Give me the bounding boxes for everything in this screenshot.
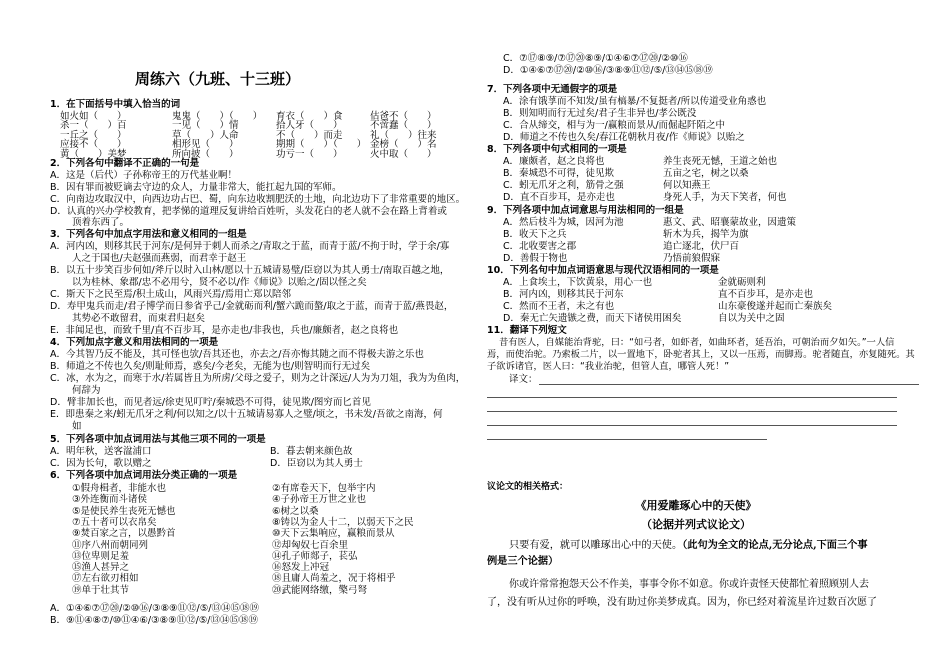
- question-3-stem: 3．下列各句中加点字用法和意义相同的一组是: [50, 229, 247, 240]
- question-4-option-cont: 如: [72, 421, 82, 432]
- question-3-option: E．非闻足也，而致千里/直不百步耳，是亦走也/非我也，兵也/廉颇者，赵之良将也: [50, 325, 399, 336]
- question-2-option: D．认真的兴办学校教育，把孝悌的道理反复讲给百姓听，头发花白的老人就不会在路上背着或: [50, 206, 447, 217]
- option-cell: 礼（ ）往来: [370, 129, 437, 141]
- question-5-stem: 5．下列各项中加点词用法与其他三项不同的一项是: [50, 434, 266, 445]
- option-cell: ③外连衡而斗诸侯: [72, 494, 148, 506]
- option-cell: ④子孙帝王万世之业也: [272, 494, 367, 506]
- option-cell: 所向披（ ）: [172, 148, 239, 160]
- option-cell: C．蚓无爪牙之利，筋骨之强: [503, 180, 624, 191]
- option-cell: 一见（ ）情: [172, 120, 239, 132]
- option-cell: 估爸不（ ）: [370, 111, 437, 122]
- question-7-option: D．师道之不传也久矣/春江花朝秋月夜/作《师说》以贻之: [503, 132, 745, 143]
- question-1-stem: 1．在下面括号中填入恰当的词: [50, 99, 181, 110]
- option-cell: D．秦无亡矢遗镞之费，而天下诸侯用困矣: [503, 313, 682, 324]
- question-3-option: B．以五十步笑百步何如/斧斤以时入山林/愿以十五城请易璧/臣窃以为其人勇士/南取百越之地，: [50, 265, 450, 276]
- question-6-option: A．①④⑥⑦⑰⑳/②⑩⑯/③⑧⑨⑪⑫/⑤/⑬⑭⑮⑱⑲: [50, 603, 259, 614]
- question-3-option: A．河内凶，则移其民于河东/是何异于刺人而杀之/青取之于蓝，而青于蓝/不拘于时，学于余/寡: [50, 241, 450, 252]
- option-cell: 惠文、武、昭襄蒙故业，因遗策: [663, 217, 797, 228]
- question-4-option: B．师道之不传也久矣/则耻师焉，惑矣/今老矣，无能为也/则智明而行无过矣: [50, 361, 371, 372]
- translation-label: 译文：: [509, 374, 538, 385]
- question-5-option: D．臣窃以为其人勇士: [270, 458, 363, 469]
- option-cell: 拾人牙（ ）: [276, 120, 343, 132]
- answer-line[interactable]: [487, 411, 897, 412]
- question-11-stem: 11．翻译下列短文: [487, 325, 567, 336]
- option-cell: C．北收要害之郡: [503, 241, 577, 252]
- option-cell: 不（ ）而走: [276, 129, 343, 141]
- option-cell: ⑦五十者可以衣帛矣: [72, 516, 157, 528]
- question-3-option: D．寿甲鬼兵而走/君子博学而日参省乎己/金就砺而利/蟹六跪而螯/取之于蓝，而青于蓝/燕畏赵，: [50, 301, 454, 312]
- option-cell: 五亩之宅，树之以桑: [663, 168, 749, 179]
- answer-line[interactable]: [487, 439, 767, 440]
- option-cell: A．上食埃土，下饮黄泉，用心一也: [503, 277, 652, 288]
- question-3-option-cont: 以为桂林、象郡/忠不必用兮，贤不必以/作《师说》以贻之/固以怪之矣: [72, 277, 367, 288]
- option-cell: 直不百步耳，是亦走也: [718, 289, 814, 300]
- question-4-option-cont: 何辞为: [72, 385, 101, 396]
- option-cell: D．直不百步耳，是亦走也: [503, 192, 615, 203]
- option-cell: ⑫却匈奴七百余里: [272, 539, 349, 551]
- option-cell: 相形见（ ）: [172, 139, 239, 151]
- option-cell: ②有席卷天下，包举宇内: [272, 483, 376, 494]
- option-cell: 何以知燕王: [663, 180, 711, 191]
- essay-title: 《用爱雕琢心中的天使》: [635, 499, 757, 512]
- essay-annotation: （此句为全文的论点,无分论点,下面三个事: [682, 539, 868, 551]
- answer-line[interactable]: [539, 384, 919, 385]
- option-cell: ⑨焚百家之言，以愚黔首: [72, 528, 176, 540]
- option-cell: 鬼鬼（ ）（ ）: [172, 111, 263, 122]
- page-title: 周练六（九班、十三班）: [135, 70, 301, 88]
- option-cell: 期期（ ）（ ）: [276, 139, 367, 151]
- option-cell: 育衣（ ）食: [276, 111, 343, 122]
- question-10-stem: 10．下列名句中加点词语意思与现代汉语相同的一项是: [487, 265, 719, 276]
- question-4-stem: 4．下列加点字意义和用法相同的一项是: [50, 337, 219, 348]
- option-cell: ⑰左右欲刃相如: [72, 573, 139, 585]
- question-4-option: E．即患秦之来/蚓无爪牙之利/何以知之/以十五城请易寡人之璧/顷之，书未发/吾欲之南海，何: [50, 409, 443, 420]
- option-cell: ⑲单于壮其节: [72, 584, 130, 596]
- essay-paragraph-1: [509, 536, 927, 551]
- option-cell: 一丘之（ ）: [60, 129, 127, 141]
- question-5-option: C．因为长句，歌以赠之: [50, 458, 152, 469]
- option-cell: 养生丧死无憾，王道之始也: [663, 156, 778, 167]
- question-2-option: A．这是（后代）子孙称帝王的万代基业啊！: [50, 170, 237, 181]
- option-cell: ①假舟楫者，非能水也: [72, 483, 167, 494]
- option-cell: 黄（ ）美梦: [60, 148, 127, 160]
- option-cell: D．善假于物也: [503, 253, 568, 264]
- option-cell: 火中取（ ）: [370, 148, 437, 160]
- option-cell: A．廉颇者，赵之良将也: [503, 156, 605, 167]
- option-cell: ⑬位卑则足羞: [72, 550, 130, 562]
- question-2-stem: 2．下列各句中翻译不正确的一句是: [50, 158, 200, 169]
- question-2-option: C．向南边攻取汉中，向西边功占巴、蜀，向东边收割肥沃的土地，向北边功下了非常重要的地区。: [50, 194, 466, 205]
- option-cell: 追亡逐北，伏尸百: [663, 241, 740, 252]
- question-8-stem: 8．下列各项中句式相同的一项是: [487, 144, 627, 155]
- question-2-option-cont: 顶着东西了。: [72, 217, 130, 228]
- option-cell: ⑯怒发上冲冠: [272, 562, 330, 574]
- option-cell: ⑤是使民养生丧死无憾也: [72, 505, 176, 517]
- question-7-option: B．则知明而行无过矣/君子生非异也/孝公既没: [503, 108, 697, 119]
- option-cell: ⑭孔子师郯子，苌弘: [272, 550, 358, 562]
- question-2-option: B．因有罪而被贬谪去守边的众人，力量非常大，能扛起九国的军师。: [50, 182, 342, 193]
- option-cell: B．河内凶，则移其民于河东: [503, 289, 624, 300]
- option-cell: 乃悟前狼假寐: [663, 253, 721, 264]
- question-3-option-cont: 人之于国也/夫赵强而燕弱，而君幸于赵王: [72, 253, 247, 264]
- question-3-option-cont: 其势必不敢留君，而束君归赵矣: [72, 313, 206, 324]
- question-6-option: C．⑦⑰⑧⑨/⑦⑰⑳⑧⑨/①④⑥⑦⑰⑳/②⑩⑯: [503, 53, 688, 64]
- option-cell: 功亏一（ ）: [276, 148, 343, 160]
- passage-line: 子欲诉诸官，医人曰：“我业治驼，但管人直，哪管人死！”: [487, 361, 730, 372]
- question-5-option: B．暮去朝来颜色故: [270, 446, 353, 457]
- passage-line: 焉，而使治驼。乃索板二片，以一置地下，卧驼者其上，又以一压焉，而脚焉。驼者随直，亦复随死。其: [487, 349, 915, 360]
- question-7-option: C．合从缔交，相与为一/赢粮而景从/而倔起阡陌之中: [503, 120, 726, 131]
- essay-paragraph-2: 你或许常常抱怨天公不作美，事事令你不如意。你或许责怪天使都忙着照顾别人去: [509, 579, 869, 590]
- question-6-option: B．⑨⑪④⑧⑦/⑩⑪④⑥/③⑧⑨⑪⑫/⑤/⑬⑭⑮⑱⑲: [50, 615, 259, 626]
- essay-annotation-cont: 例是三个论据）: [487, 555, 559, 567]
- option-cell: B．收天下之兵: [503, 229, 567, 240]
- question-6-option: D．①④⑥⑦⑰⑳/②⑩⑯/③⑧⑨⑪⑫/⑤/⑬⑭⑮⑱⑲: [503, 65, 713, 76]
- option-cell: 杀一（ ）百: [60, 120, 127, 132]
- answer-line[interactable]: [487, 425, 897, 426]
- question-5-option: A．明年秋，送客湓浦口: [50, 446, 152, 457]
- answer-line[interactable]: [487, 397, 897, 398]
- option-cell: ⑱且庸人尚羞之，况于将相乎: [272, 573, 396, 585]
- option-cell: ⑧铸以为金人十二，以弱天下之民: [272, 516, 414, 528]
- option-cell: 如火如（ ）: [60, 111, 127, 122]
- option-cell: ⑥树之以桑: [272, 505, 319, 517]
- passage-line: 昔有医人，自媒能治背驼，曰：“如弓者，如虾者，如曲环者，延吾治，可朝治而夕如矢。”一人信: [499, 337, 895, 348]
- option-cell: 应接不（ ）: [60, 139, 127, 151]
- option-cell: ⑩天下云集响应，赢粮而景从: [272, 528, 395, 540]
- option-cell: ⑮渔人甚异之: [72, 562, 130, 574]
- option-cell: C．然而不王者，未之有也: [503, 301, 615, 312]
- question-3-option: C．斯天下之民至焉/积土成山，风雨兴焉/焉用亡郑以陪邻: [50, 289, 292, 300]
- option-cell: 自以为关中之固: [718, 313, 785, 324]
- option-cell: 不啻蠢（ ）: [370, 120, 437, 132]
- essay-paragraph-2-cont: 了，没有听从过你的呼唤，没有助过你美梦成真。因为，你已经对着流星许过数百次愿了: [487, 597, 877, 608]
- question-7-stem: 7．下列各项中无通假字的项是: [487, 84, 618, 95]
- option-cell: 草（ ）人命: [172, 129, 239, 141]
- essay-format-label: 议论文的相关格式：: [487, 482, 569, 492]
- essay-thesis: 只要有爱，就可以雕琢出心中的天使。: [509, 540, 683, 551]
- option-cell: 身死人手，为天下笑者，何也: [663, 192, 787, 203]
- option-cell: 金就砺则利: [718, 277, 766, 288]
- option-cell: ⑪序八州而朝同列: [72, 539, 149, 551]
- option-cell: 金榜（ ）名: [370, 139, 437, 151]
- essay-subtitle: （论据并列式议论文）: [641, 518, 751, 531]
- question-9-stem: 9．下列各项中加点词意思与用法相同的一组是: [487, 205, 684, 216]
- option-cell: B．秦城恐不可得，徒见欺: [503, 168, 615, 179]
- option-cell: ⑳武能网络缴，檠弓弩: [272, 584, 368, 596]
- question-7-option: A．涂有饿莩而不知发/虽有槁暴/不复挺者/所以传道受业角惑也: [503, 96, 767, 107]
- question-6-stem: 6．下列各项中加点词用法分类正确的一项是: [50, 470, 238, 481]
- question-4-option: A．今其智乃反不能及，其可怪也欤/吾其还也，亦去之/吾亦悔其随之而不得极夫游之乐也: [50, 349, 424, 360]
- question-4-option: C．冰，水为之，而寒于水/若属皆且为所虏/父母之爱子，则为之计深远/人为为刀俎，我为为鱼肉，: [50, 373, 466, 384]
- option-cell: 斩木为兵，揭竿为旗: [663, 229, 749, 240]
- option-cell: 山东豪俊遂并起而亡秦族矣: [718, 301, 833, 312]
- option-cell: A．然后枝斗为城，因河为池: [503, 217, 624, 228]
- question-4-option: D．臂非加长也，而见者远/徐吏见叮咛/秦城恐不可得，徒见欺/图穷而匕首见: [50, 397, 371, 408]
